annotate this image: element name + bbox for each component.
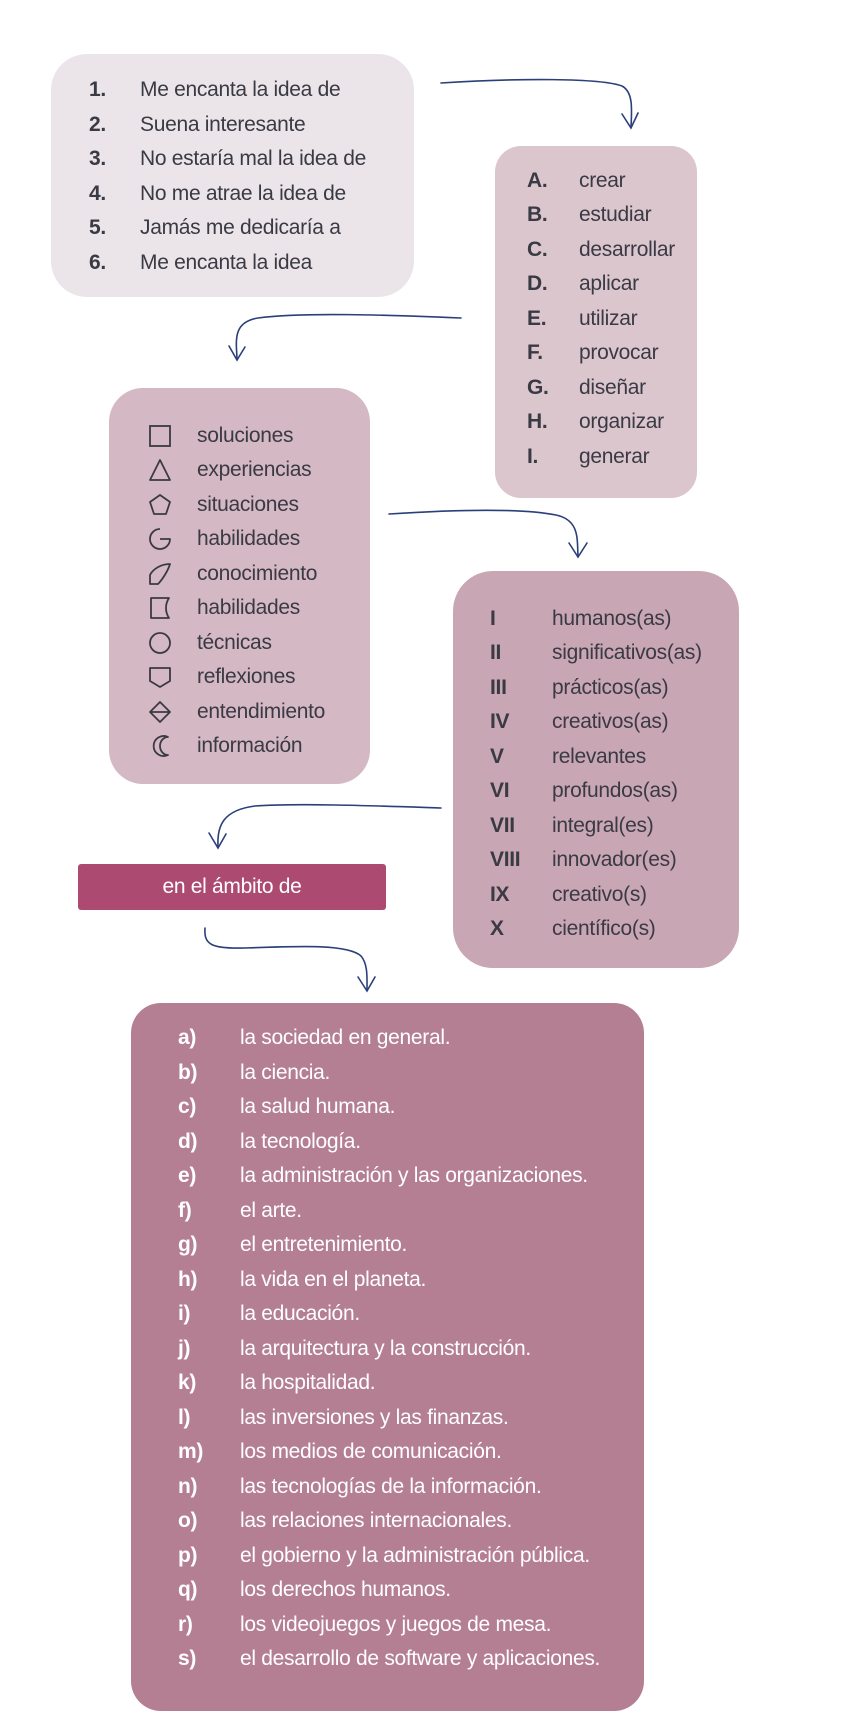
item-text: las relaciones internacionales. (240, 1509, 513, 1532)
item-letter: p) (178, 1544, 198, 1567)
nouns-box (109, 388, 370, 784)
item-text: las tecnologías de la información. (240, 1475, 542, 1498)
item-text: reflexiones (197, 665, 296, 688)
list-item (131, 1366, 644, 1400)
item-letter: s) (178, 1647, 197, 1670)
list-item (453, 774, 739, 808)
item-text: la tecnología. (240, 1130, 361, 1153)
list-item (131, 1470, 644, 1504)
item-letter: e) (178, 1164, 197, 1187)
item-numeral: IV (490, 710, 510, 733)
list-item (109, 488, 370, 522)
list-item (51, 246, 414, 280)
list-item (453, 843, 739, 877)
list-item (51, 142, 414, 176)
item-text: innovador(es) (552, 848, 677, 871)
item-text: técnicas (197, 631, 272, 654)
item-text: Me encanta la idea de (140, 78, 341, 101)
pie-icon (147, 526, 173, 552)
item-text: científico(s) (552, 917, 656, 940)
curved-square-icon (147, 595, 173, 621)
item-letter: C. (527, 238, 548, 261)
item-number: 4. (89, 182, 106, 205)
item-letter: r) (178, 1613, 193, 1636)
shield-icon (147, 664, 173, 690)
item-letter: F. (527, 341, 543, 364)
item-numeral: III (490, 676, 507, 699)
item-letter: c) (178, 1095, 197, 1118)
item-letter: B. (527, 203, 548, 226)
list-item (131, 1090, 644, 1124)
list-item (453, 671, 739, 705)
item-text: el entretenimiento. (240, 1233, 408, 1256)
item-number: 2. (89, 113, 106, 136)
item-letter: E. (527, 307, 547, 330)
item-text: organizar (579, 410, 664, 433)
item-letter: g) (178, 1233, 198, 1256)
item-text: información (197, 734, 303, 757)
list-item (453, 809, 739, 843)
item-text: Suena interesante (140, 113, 306, 136)
list-item (131, 1435, 644, 1469)
item-number: 3. (89, 147, 106, 170)
item-text: No estaría mal la idea de (140, 147, 366, 170)
arrow-phrases-to-verbs (441, 80, 632, 127)
list-item (131, 1573, 644, 1607)
item-text: generar (579, 445, 650, 468)
list-item (453, 602, 739, 636)
item-letter: h) (178, 1268, 198, 1291)
list-item (131, 1125, 644, 1159)
item-numeral: IX (490, 883, 510, 906)
item-text: la salud humana. (240, 1095, 396, 1118)
item-number: 5. (89, 216, 106, 239)
item-letter: m) (178, 1440, 204, 1463)
item-text: creativos(as) (552, 710, 669, 733)
list-item (131, 1539, 644, 1573)
list-item (131, 1021, 644, 1055)
item-text: el arte. (240, 1199, 302, 1222)
list-item (495, 267, 697, 301)
item-text: el desarrollo de software y aplicaciones. (240, 1647, 601, 1670)
item-text: provocar (579, 341, 659, 364)
arrow-adjectives-to-banner (218, 805, 441, 846)
triangle-icon (147, 457, 173, 483)
list-item (109, 695, 370, 729)
list-item (131, 1608, 644, 1642)
item-text: Jamás me dedicaría a (140, 216, 341, 239)
arrowhead (358, 977, 375, 991)
item-letter: A. (527, 169, 548, 192)
list-item (109, 453, 370, 487)
list-item (131, 1297, 644, 1331)
item-letter: d) (178, 1130, 198, 1153)
circle-icon (147, 630, 173, 656)
leaf-icon (147, 561, 173, 587)
item-numeral: VI (490, 779, 510, 802)
list-item (109, 626, 370, 660)
item-text: soluciones (197, 424, 294, 447)
item-text: humanos(as) (552, 607, 672, 630)
list-item (51, 73, 414, 107)
item-letter: n) (178, 1475, 198, 1498)
item-text: experiencias (197, 458, 312, 481)
item-text: crear (579, 169, 626, 192)
item-text: los videojuegos y juegos de mesa. (240, 1613, 552, 1636)
arrowhead (569, 543, 587, 557)
list-item (131, 1263, 644, 1297)
list-item (453, 705, 739, 739)
item-text: entendimiento (197, 700, 326, 723)
list-item (131, 1228, 644, 1262)
item-letter: l) (178, 1406, 191, 1429)
list-item (495, 302, 697, 336)
item-text: situaciones (197, 493, 299, 516)
item-letter: H. (527, 410, 548, 433)
list-item (131, 1056, 644, 1090)
list-item (131, 1332, 644, 1366)
list-item (453, 912, 739, 946)
list-item (51, 108, 414, 142)
list-item (131, 1642, 644, 1676)
item-text: profundos(as) (552, 779, 678, 802)
item-text: relevantes (552, 745, 646, 768)
item-letter: j) (178, 1337, 191, 1360)
item-text: conocimiento (197, 562, 318, 585)
ambito-banner: en el ámbito de (78, 864, 386, 910)
item-text: habilidades (197, 596, 300, 619)
list-item (495, 440, 697, 474)
list-item (131, 1401, 644, 1435)
item-text: Me encanta la idea (140, 251, 313, 274)
item-letter: f) (178, 1199, 192, 1222)
item-text: la hospitalidad. (240, 1371, 376, 1394)
item-text: desarrollar (579, 238, 675, 261)
item-text: estudiar (579, 203, 652, 226)
item-letter: q) (178, 1578, 198, 1601)
adjectives-box (453, 571, 739, 968)
arrowhead (622, 113, 638, 128)
item-text: integral(es) (552, 814, 654, 837)
phrases-box (51, 54, 414, 297)
item-text: diseñar (579, 376, 646, 399)
diamond-icon (147, 699, 173, 725)
item-letter: i) (178, 1302, 191, 1325)
item-text: los derechos humanos. (240, 1578, 451, 1601)
list-item (131, 1504, 644, 1538)
item-text: la educación. (240, 1302, 360, 1325)
square-icon (147, 423, 173, 449)
verbs-box (495, 146, 697, 498)
arrowhead (229, 346, 245, 360)
list-item (453, 878, 739, 912)
item-text: utilizar (579, 307, 638, 330)
item-text: creativo(s) (552, 883, 647, 906)
list-item (495, 198, 697, 232)
item-text: prácticos(as) (552, 676, 669, 699)
list-item (131, 1194, 644, 1228)
list-item (51, 211, 414, 245)
item-numeral: I (490, 607, 496, 630)
item-text: los medios de comunicación. (240, 1440, 502, 1463)
item-letter: D. (527, 272, 548, 295)
item-text: la arquitectura y la construcción. (240, 1337, 531, 1360)
item-text: habilidades (197, 527, 300, 550)
item-numeral: V (490, 745, 504, 768)
list-item (453, 636, 739, 670)
pentagon-icon (147, 492, 173, 518)
item-numeral: X (490, 917, 504, 940)
item-letter: a) (178, 1026, 197, 1049)
list-item (495, 164, 697, 198)
arrow-verbs-to-nouns (236, 315, 461, 358)
item-text: la administración y las organizaciones. (240, 1164, 588, 1187)
item-number: 6. (89, 251, 106, 274)
arrow-banner-to-fields (205, 928, 367, 990)
list-item (453, 740, 739, 774)
list-item (495, 233, 697, 267)
item-letter: k) (178, 1371, 197, 1394)
item-numeral: II (490, 641, 502, 664)
item-letter: b) (178, 1061, 198, 1084)
list-item (131, 1159, 644, 1193)
list-item (495, 371, 697, 405)
item-text: la sociedad en general. (240, 1026, 451, 1049)
item-text: la ciencia. (240, 1061, 331, 1084)
item-letter: o) (178, 1509, 198, 1532)
item-letter: I. (527, 445, 539, 468)
item-text: aplicar (579, 272, 639, 295)
arrowhead (209, 833, 226, 848)
item-text: la vida en el planeta. (240, 1268, 427, 1291)
list-item (109, 729, 370, 763)
list-item (109, 557, 370, 591)
list-item (495, 336, 697, 370)
item-letter: G. (527, 376, 549, 399)
item-numeral: VIII (490, 848, 521, 871)
list-item (51, 177, 414, 211)
arrow-nouns-to-adjectives (389, 510, 578, 556)
item-text: No me atrae la idea de (140, 182, 346, 205)
crescent-icon (147, 733, 173, 759)
list-item (109, 660, 370, 694)
item-text: significativos(as) (552, 641, 702, 664)
item-numeral: VII (490, 814, 515, 837)
item-text: las inversiones y las finanzas. (240, 1406, 509, 1429)
fields-box (131, 1003, 644, 1711)
item-number: 1. (89, 78, 106, 101)
list-item (109, 522, 370, 556)
list-item (109, 419, 370, 453)
item-text: el gobierno y la administración pública. (240, 1544, 590, 1567)
list-item (109, 591, 370, 625)
list-item (495, 405, 697, 439)
